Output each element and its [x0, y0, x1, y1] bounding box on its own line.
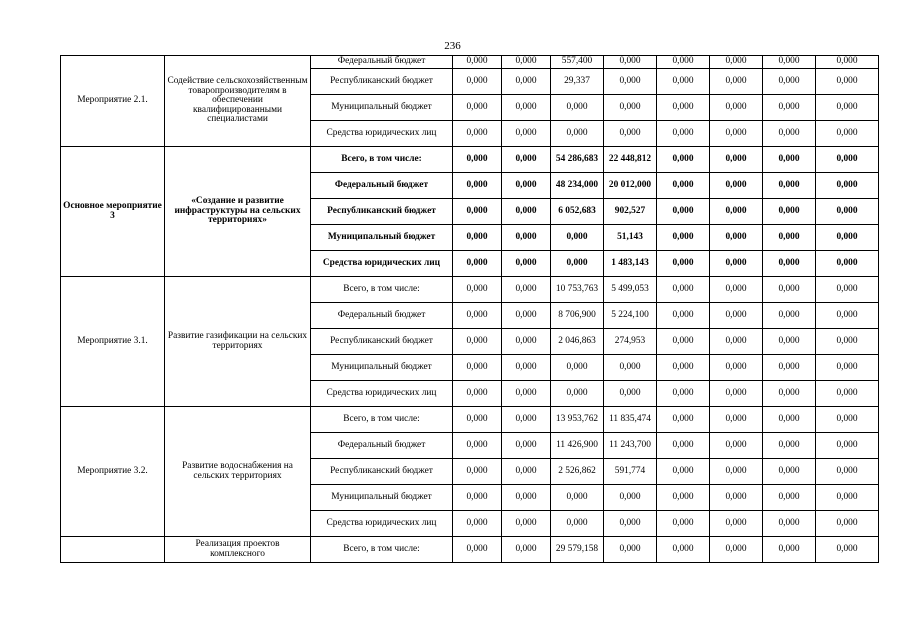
funding-source: Федеральный бюджет — [311, 173, 453, 199]
amount-cell: 0,000 — [502, 407, 551, 433]
amount-cell: 0,000 — [710, 511, 763, 537]
amount-cell: 0,000 — [816, 407, 879, 433]
amount-cell: 0,000 — [763, 251, 816, 277]
amount-cell: 0,000 — [453, 407, 502, 433]
amount-cell: 2 046,863 — [551, 329, 604, 355]
amount-cell: 20 012,000 — [604, 173, 657, 199]
table-row — [61, 537, 879, 563]
amount-cell: 0,000 — [816, 485, 879, 511]
amount-cell: 0,000 — [453, 537, 502, 563]
amount-cell: 0,000 — [710, 303, 763, 329]
amount-cell: 0,000 — [502, 511, 551, 537]
amount-cell: 13 953,762 — [551, 407, 604, 433]
amount-cell: 0,000 — [763, 329, 816, 355]
table-row — [61, 56, 879, 69]
amount-cell: 0,000 — [816, 121, 879, 147]
amount-cell: 0,000 — [816, 381, 879, 407]
amount-cell: 0,000 — [816, 199, 879, 225]
amount-cell: 0,000 — [604, 121, 657, 147]
amount-cell: 10 753,763 — [551, 277, 604, 303]
amount-cell: 0,000 — [763, 355, 816, 381]
amount-cell: 0,000 — [816, 329, 879, 355]
amount-cell: 0,000 — [816, 355, 879, 381]
amount-cell: 0,000 — [502, 95, 551, 121]
activity-code: Мероприятие 2.1. — [61, 56, 165, 147]
amount-cell: 0,000 — [657, 511, 710, 537]
amount-cell: 0,000 — [710, 329, 763, 355]
funding-source: Республиканский бюджет — [311, 459, 453, 485]
amount-cell: 0,000 — [710, 173, 763, 199]
amount-cell: 0,000 — [816, 277, 879, 303]
amount-cell: 0,000 — [551, 511, 604, 537]
amount-cell: 54 286,683 — [551, 147, 604, 173]
amount-cell: 0,000 — [551, 225, 604, 251]
amount-cell: 5 499,053 — [604, 277, 657, 303]
amount-cell: 0,000 — [551, 121, 604, 147]
activity-code: Мероприятие 3.1. — [61, 277, 165, 407]
amount-cell: 0,000 — [657, 147, 710, 173]
amount-cell: 0,000 — [763, 303, 816, 329]
amount-cell: 0,000 — [816, 511, 879, 537]
amount-cell: 0,000 — [453, 459, 502, 485]
amount-cell: 0,000 — [763, 485, 816, 511]
amount-cell: 0,000 — [502, 173, 551, 199]
amount-cell: 0,000 — [763, 56, 816, 69]
amount-cell: 0,000 — [453, 121, 502, 147]
amount-cell: 0,000 — [502, 147, 551, 173]
amount-cell: 0,000 — [453, 147, 502, 173]
funding-source: Средства юридических лиц — [311, 381, 453, 407]
amount-cell: 5 224,100 — [604, 303, 657, 329]
amount-cell: 0,000 — [502, 381, 551, 407]
amount-cell: 0,000 — [604, 355, 657, 381]
amount-cell: 0,000 — [657, 251, 710, 277]
amount-cell: 0,000 — [453, 381, 502, 407]
amount-cell: 902,527 — [604, 199, 657, 225]
funding-source: Муниципальный бюджет — [311, 485, 453, 511]
amount-cell: 22 448,812 — [604, 147, 657, 173]
amount-cell: 0,000 — [816, 303, 879, 329]
amount-cell: 0,000 — [816, 433, 879, 459]
amount-cell: 0,000 — [816, 173, 879, 199]
amount-cell: 0,000 — [657, 329, 710, 355]
amount-cell: 0,000 — [657, 459, 710, 485]
page-number: 236 — [444, 40, 461, 52]
amount-cell: 0,000 — [551, 95, 604, 121]
amount-cell: 0,000 — [816, 147, 879, 173]
budget-table — [60, 55, 879, 563]
amount-cell: 0,000 — [502, 56, 551, 69]
amount-cell: 0,000 — [710, 251, 763, 277]
amount-cell: 0,000 — [657, 485, 710, 511]
amount-cell: 0,000 — [551, 355, 604, 381]
amount-cell: 1 483,143 — [604, 251, 657, 277]
amount-cell: 0,000 — [657, 56, 710, 69]
amount-cell: 0,000 — [710, 69, 763, 95]
amount-cell: 0,000 — [551, 381, 604, 407]
amount-cell: 0,000 — [453, 173, 502, 199]
activity-name: Развитие газификации на сельских территориях — [165, 277, 311, 407]
amount-cell: 0,000 — [502, 251, 551, 277]
amount-cell: 0,000 — [502, 199, 551, 225]
amount-cell: 0,000 — [763, 225, 816, 251]
activity-name: Развитие водоснабжения на сельских территориях — [165, 407, 311, 537]
activity-code: Мероприятие 3.2. — [61, 407, 165, 537]
amount-cell: 0,000 — [657, 69, 710, 95]
table-row — [61, 277, 879, 303]
amount-cell: 0,000 — [453, 433, 502, 459]
amount-cell: 0,000 — [502, 433, 551, 459]
table-row — [61, 147, 879, 173]
amount-cell: 0,000 — [710, 485, 763, 511]
amount-cell: 0,000 — [710, 433, 763, 459]
activity-name: «Создание и развитие инфраструктуры на сельских территориях» — [165, 147, 311, 277]
amount-cell: 0,000 — [816, 459, 879, 485]
amount-cell: 0,000 — [502, 225, 551, 251]
amount-cell: 0,000 — [763, 173, 816, 199]
amount-cell: 0,000 — [453, 355, 502, 381]
amount-cell: 0,000 — [453, 485, 502, 511]
amount-cell: 11 835,474 — [604, 407, 657, 433]
amount-cell: 0,000 — [710, 381, 763, 407]
activity-name: Содействие сельскохозяйственным товаропроизводителям в обеспечении квалифицированными специалистами — [165, 56, 311, 147]
funding-source: Федеральный бюджет — [311, 303, 453, 329]
amount-cell: 0,000 — [710, 56, 763, 69]
amount-cell: 0,000 — [604, 537, 657, 563]
amount-cell: 0,000 — [657, 173, 710, 199]
funding-source: Средства юридических лиц — [311, 511, 453, 537]
amount-cell: 0,000 — [657, 277, 710, 303]
amount-cell: 0,000 — [763, 459, 816, 485]
amount-cell: 0,000 — [502, 355, 551, 381]
amount-cell: 0,000 — [453, 251, 502, 277]
amount-cell: 0,000 — [763, 381, 816, 407]
amount-cell: 0,000 — [710, 199, 763, 225]
amount-cell: 0,000 — [604, 69, 657, 95]
amount-cell: 0,000 — [763, 121, 816, 147]
amount-cell: 0,000 — [657, 303, 710, 329]
funding-source: Средства юридических лиц — [311, 121, 453, 147]
amount-cell: 0,000 — [816, 225, 879, 251]
activity-code: Основное мероприятие 3 — [61, 147, 165, 277]
amount-cell: 0,000 — [604, 56, 657, 69]
amount-cell: 0,000 — [657, 225, 710, 251]
amount-cell: 0,000 — [710, 355, 763, 381]
funding-source: Федеральный бюджет — [311, 433, 453, 459]
amount-cell: 0,000 — [453, 225, 502, 251]
amount-cell: 0,000 — [710, 147, 763, 173]
amount-cell: 0,000 — [657, 537, 710, 563]
amount-cell: 0,000 — [551, 485, 604, 511]
amount-cell: 0,000 — [763, 433, 816, 459]
amount-cell: 0,000 — [763, 537, 816, 563]
amount-cell: 0,000 — [551, 251, 604, 277]
amount-cell: 0,000 — [453, 329, 502, 355]
amount-cell: 0,000 — [816, 95, 879, 121]
amount-cell: 0,000 — [710, 459, 763, 485]
amount-cell: 591,774 — [604, 459, 657, 485]
amount-cell: 8 706,900 — [551, 303, 604, 329]
amount-cell: 0,000 — [657, 355, 710, 381]
amount-cell: 0,000 — [453, 199, 502, 225]
amount-cell: 0,000 — [657, 95, 710, 121]
amount-cell: 11 426,900 — [551, 433, 604, 459]
amount-cell: 0,000 — [502, 303, 551, 329]
funding-source: Республиканский бюджет — [311, 329, 453, 355]
amount-cell: 0,000 — [453, 56, 502, 69]
amount-cell: 0,000 — [657, 199, 710, 225]
amount-cell: 0,000 — [816, 251, 879, 277]
amount-cell: 29,337 — [551, 69, 604, 95]
funding-source: Муниципальный бюджет — [311, 225, 453, 251]
amount-cell: 0,000 — [657, 407, 710, 433]
amount-cell: 0,000 — [816, 537, 879, 563]
amount-cell: 0,000 — [502, 459, 551, 485]
activity-name: Реализация проектов комплексного — [165, 537, 311, 563]
funding-source: Всего, в том числе: — [311, 277, 453, 303]
amount-cell: 0,000 — [816, 56, 879, 69]
amount-cell: 0,000 — [710, 95, 763, 121]
amount-cell: 0,000 — [657, 381, 710, 407]
amount-cell: 0,000 — [502, 121, 551, 147]
amount-cell: 0,000 — [816, 69, 879, 95]
amount-cell: 0,000 — [763, 147, 816, 173]
table-row — [61, 407, 879, 433]
amount-cell: 51,143 — [604, 225, 657, 251]
amount-cell: 0,000 — [604, 511, 657, 537]
amount-cell: 6 052,683 — [551, 199, 604, 225]
amount-cell: 0,000 — [710, 121, 763, 147]
amount-cell: 0,000 — [604, 95, 657, 121]
amount-cell: 0,000 — [502, 277, 551, 303]
funding-source: Средства юридических лиц — [311, 251, 453, 277]
amount-cell: 0,000 — [453, 303, 502, 329]
amount-cell: 0,000 — [502, 485, 551, 511]
amount-cell: 0,000 — [604, 381, 657, 407]
amount-cell: 0,000 — [502, 537, 551, 563]
amount-cell: 0,000 — [763, 95, 816, 121]
activity-code — [61, 537, 165, 563]
funding-source: Всего, в том числе: — [311, 147, 453, 173]
amount-cell: 0,000 — [710, 225, 763, 251]
amount-cell: 48 234,000 — [551, 173, 604, 199]
amount-cell: 0,000 — [710, 537, 763, 563]
amount-cell: 29 579,158 — [551, 537, 604, 563]
funding-source: Муниципальный бюджет — [311, 355, 453, 381]
amount-cell: 0,000 — [657, 433, 710, 459]
amount-cell: 0,000 — [763, 511, 816, 537]
amount-cell: 0,000 — [763, 199, 816, 225]
amount-cell: 0,000 — [453, 95, 502, 121]
amount-cell: 0,000 — [657, 121, 710, 147]
amount-cell: 0,000 — [453, 511, 502, 537]
amount-cell: 557,400 — [551, 56, 604, 69]
amount-cell: 11 243,700 — [604, 433, 657, 459]
funding-source: Всего, в том числе: — [311, 407, 453, 433]
amount-cell: 0,000 — [604, 485, 657, 511]
amount-cell: 0,000 — [453, 277, 502, 303]
amount-cell: 0,000 — [502, 329, 551, 355]
amount-cell: 274,953 — [604, 329, 657, 355]
funding-source: Республиканский бюджет — [311, 69, 453, 95]
amount-cell: 2 526,862 — [551, 459, 604, 485]
amount-cell: 0,000 — [710, 277, 763, 303]
amount-cell: 0,000 — [710, 407, 763, 433]
funding-source: Федеральный бюджет — [311, 56, 453, 69]
amount-cell: 0,000 — [763, 277, 816, 303]
amount-cell: 0,000 — [763, 407, 816, 433]
funding-source: Муниципальный бюджет — [311, 95, 453, 121]
amount-cell: 0,000 — [502, 69, 551, 95]
amount-cell: 0,000 — [453, 69, 502, 95]
amount-cell: 0,000 — [763, 69, 816, 95]
funding-source: Всего, в том числе: — [311, 537, 453, 563]
funding-source: Республиканский бюджет — [311, 199, 453, 225]
